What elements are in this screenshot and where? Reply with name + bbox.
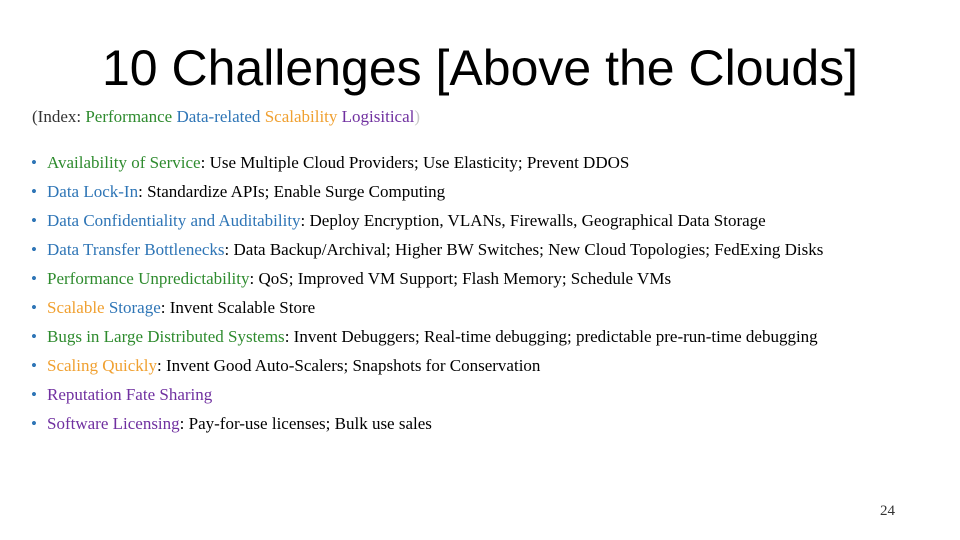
bullet-dot: • [31, 211, 37, 230]
challenge-term: Performance Unpredictability [47, 269, 250, 288]
index-prefix: (Index: [32, 107, 86, 126]
slide-title: 10 Challenges [Above the Clouds] [101, 40, 859, 96]
index-category: Data-related [176, 107, 261, 126]
bullet-dot: • [31, 385, 37, 404]
challenge-solution: : Invent Debuggers; Real-time debugging; predictable pre-run-time debugging [284, 327, 818, 346]
challenge-term: Data Transfer Bottlenecks [47, 240, 225, 259]
bullet-dot: • [31, 269, 37, 288]
list-item [0, 415, 960, 432]
challenge-term: Data Lock-In [47, 182, 139, 201]
challenge-solution: : QoS; Improved VM Support; Flash Memory; Schedule VMs [249, 269, 672, 288]
challenge-term: Storage [108, 298, 161, 317]
list-item [0, 386, 960, 403]
page-number: 24 [880, 503, 895, 519]
index-suffix: ) [414, 107, 421, 126]
challenge-term: Scaling Quickly [47, 356, 158, 375]
challenge-solution: : Standardize APIs; Enable Surge Computing [138, 182, 446, 201]
challenge-term: Reputation Fate Sharing [47, 385, 213, 404]
challenge-term: Software Licensing [47, 414, 180, 433]
challenge-term: Data Confidentiality and Auditability [47, 211, 301, 230]
bullet-dot: • [31, 414, 37, 433]
list-item [0, 270, 960, 287]
challenge-solution: : Use Multiple Cloud Providers; Use Elasticity; Prevent DDOS [200, 153, 630, 172]
list-item [0, 212, 960, 229]
list-item [0, 154, 960, 171]
list-item [0, 357, 960, 374]
bullet-dot: • [31, 327, 37, 346]
bullet-dot: • [31, 153, 37, 172]
bullet-dot: • [31, 182, 37, 201]
challenge-solution: : Deploy Encryption, VLANs, Firewalls, Geographical Data Storage [300, 211, 766, 230]
challenge-term: Scalable [47, 298, 109, 317]
challenge-solution: : Invent Scalable Store [160, 298, 316, 317]
bullet-dot: • [31, 356, 37, 375]
list-item [0, 328, 960, 345]
bullet-dot: • [31, 240, 37, 259]
list-item [0, 183, 960, 200]
challenge-list [0, 154, 960, 444]
index-category: Logisitical [341, 107, 415, 126]
challenge-solution: : Invent Good Auto-Scalers; Snapshots for Conservation [157, 356, 541, 375]
list-item [0, 299, 960, 316]
challenge-term: Availability of Service [47, 153, 201, 172]
challenge-term: Bugs in Large Distributed Systems [47, 327, 285, 346]
index-category: Scalability [264, 107, 338, 126]
list-item [0, 241, 960, 258]
index-legend [32, 106, 420, 128]
index-categories [85, 107, 414, 126]
bullet-dot: • [31, 298, 37, 317]
challenge-solution: : Data Backup/Archival; Higher BW Switches; New Cloud Topologies; FedExing Disks [224, 240, 824, 259]
index-category: Performance [85, 107, 173, 126]
challenge-solution: : Pay-for-use licenses; Bulk use sales [179, 414, 432, 433]
